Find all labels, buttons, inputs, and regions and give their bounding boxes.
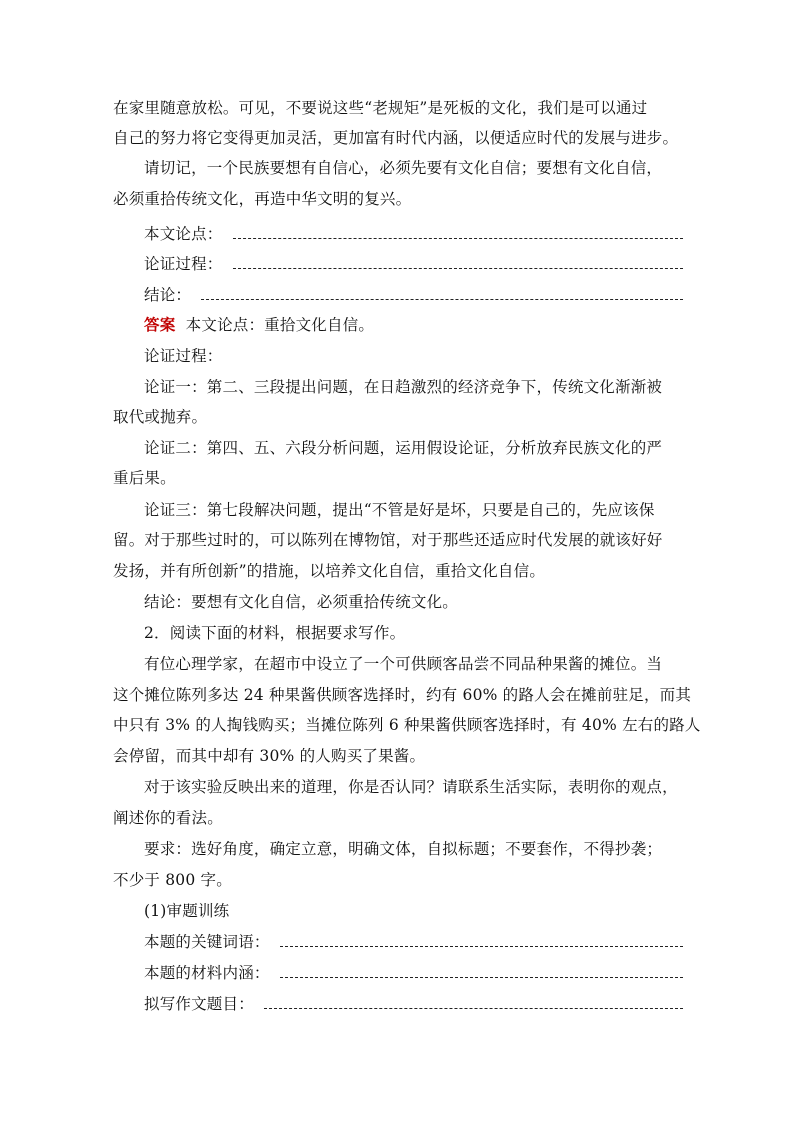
- material-line: 会停留，而其中却有 30% 的人购买了果酱。: [113, 747, 426, 765]
- material-line: 有位心理学家，在超市中设立了一个可供顾客品尝不同品种果酱的摊位。当: [144, 655, 663, 673]
- answer-line: [144, 315, 684, 335]
- answer-tag: 答案: [144, 315, 176, 334]
- conclusion-answer-blank[interactable]: [201, 287, 683, 300]
- prompt-line: 阐述你的看法。: [113, 809, 223, 827]
- answer-thesis: 本文论点：重拾文化自信。: [185, 316, 375, 334]
- keywords-blank-row: [144, 932, 684, 952]
- argument-two-cont: 重后果。: [113, 469, 176, 487]
- thesis-blank-row: [144, 224, 684, 244]
- prompt-line: 对于该实验反映出来的道理，你是否认同？请联系生活实际，表明你的观点，: [144, 778, 678, 796]
- argument-two: 论证二：第四、五、六段分析问题，运用假设论证，分析放弃民族文化的严: [144, 439, 663, 457]
- material-line: 这个摊位陈列多达 24 种果酱供顾客选择时，约有 60% 的路人会在摊前驻足，而其: [113, 686, 692, 704]
- argument-three-cont: 留。对于那些过时的，可以陈列在博物馆，对于那些还适应时代发展的就该好好: [113, 531, 663, 549]
- conclusion-label: 结论：: [144, 286, 192, 304]
- argument-one-cont: 取代或抛弃。: [113, 408, 208, 426]
- process-blank-row: [144, 254, 684, 274]
- text-line: 在家里随意放松。可见，不要说这些“老规矩”是死板的文化，我们是可以通过: [113, 99, 648, 117]
- argument-one: 论证一：第二、三段提出问题，在日趋激烈的经济竞争下，传统文化渐渐被: [144, 378, 663, 396]
- meaning-blank-row: [144, 963, 684, 983]
- question-two-title: 2．阅读下面的材料，根据要求写作。: [144, 624, 406, 642]
- conclusion-blank-row: [144, 285, 684, 305]
- process-answer-blank[interactable]: [233, 256, 683, 269]
- essay-title-answer-blank[interactable]: [264, 996, 683, 1009]
- argument-three-cont: 发扬，并有所创新”的措施，以培养文化自信，重拾文化自信。: [113, 562, 546, 580]
- requirements-line: 不少于 800 字。: [113, 871, 232, 889]
- argument-three: 论证三：第七段解决问题，提出“不管是好是坏，只要是自己的，先应该保: [144, 501, 655, 519]
- meaning-label: 本题的材料内涵：: [144, 964, 270, 982]
- meaning-answer-blank[interactable]: [280, 965, 683, 978]
- thesis-answer-blank[interactable]: [233, 226, 683, 239]
- title-blank-row: [144, 994, 684, 1014]
- requirements-line: 要求：选好角度，确定立意，明确文体，自拟标题；不要套作，不得抄袭；: [144, 840, 663, 858]
- text-line: 必须重拾传统文化，再造中华文明的复兴。: [113, 190, 412, 208]
- exam-analysis-heading: (1)审题训练: [144, 902, 230, 920]
- thesis-label: 本文论点：: [144, 225, 223, 243]
- text-line: 自己的努力将它变得更加灵活，更加富有时代内涵，以便适应时代的发展与进步。: [113, 129, 679, 147]
- answer-process-title: 论证过程：: [144, 347, 223, 365]
- material-line: 中只有 3% 的人掏钱购买；当摊位陈列 6 种果酱供顾客选择时，有 40% 左右的路人: [113, 716, 701, 734]
- answer-conclusion: 结论：要想有文化自信，必须重拾传统文化。: [144, 593, 459, 611]
- keywords-answer-blank[interactable]: [280, 934, 683, 947]
- text-line: 请切记，一个民族要想有自信心，必须先要有文化自信；要想有文化自信，: [144, 159, 663, 177]
- essay-title-label: 拟写作文题目：: [144, 995, 254, 1013]
- keywords-label: 本题的关键词语：: [144, 933, 270, 951]
- process-label: 论证过程：: [144, 255, 223, 273]
